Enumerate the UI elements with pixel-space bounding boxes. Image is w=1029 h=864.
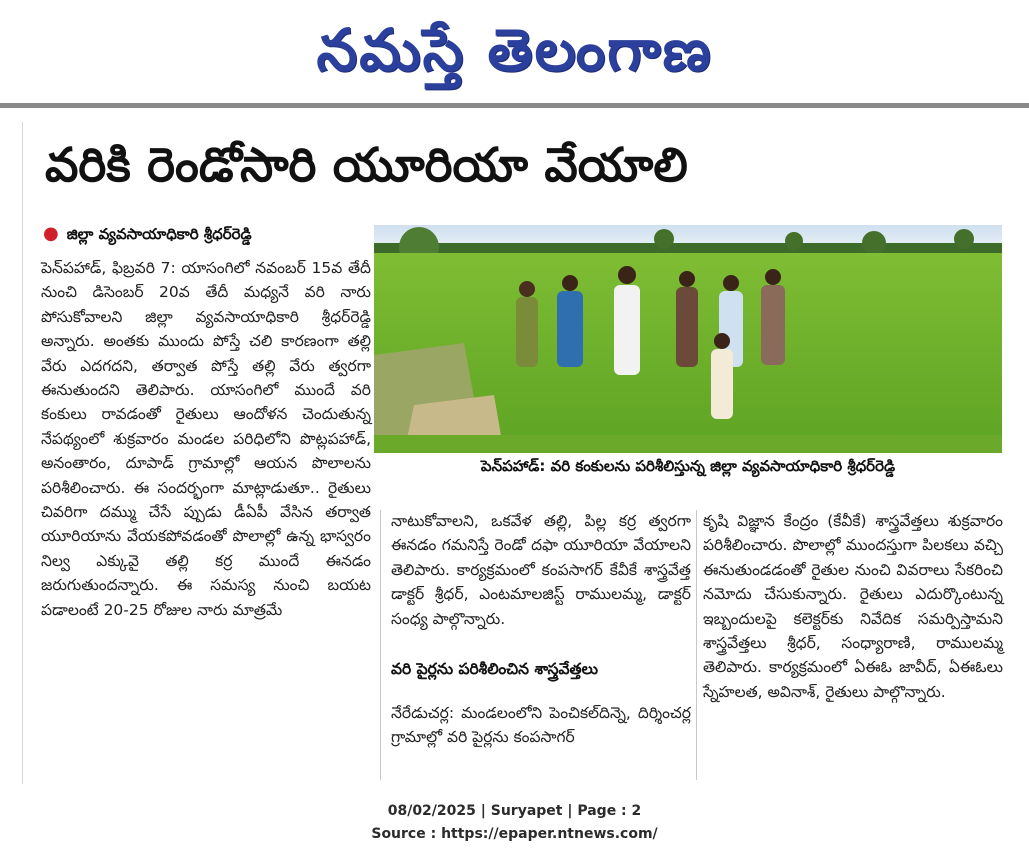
bullet-icon: ● (43, 223, 59, 244)
article-byline (43, 223, 363, 247)
article-column-2-continued: నేరేడుచర్ల: మండలంలోని పెంచికల్‌దిన్నె, దిర్శించర్ల గ్రామాల్లో వరి పైర్లను కంపసాగర్ (391, 704, 691, 747)
photo-caption: పెన్‌పహాడ్: వరి కంకులను పరిశీలిస్తున్న జిల్లా వ్యవసాయాధికారి శ్రీధర్‌రెడ్డి (480, 457, 896, 475)
masthead-rule (0, 103, 1029, 108)
byline-text: జిల్లా వ్యవసాయాధికారి శ్రీధర్‌రెడ్డి (66, 225, 252, 243)
article-column-1: పెన్‌పహాడ్, ఫిబ్రవరి 7: యాసంగిలో నవంబర్ 15వ తేదీ నుంచి డిసెంబర్ 20వ తేదీ మధ్యనే వరి నారు పోసుకోవాలని జిల్లా వ్యవసాయాధికారి శ్రీధర్‌రెడ్డి అన్నారు. అంతకు ముందు పోస్తే చలి కారణంగా తల్లి వేరు ఎదగదని, తర్వాత పోస్తే తల్లి వేరు త్వరగా ఈనుతుందని తెలిపారు. యాసంగిలో ముందే వరి కంకులు రావడంతో రైతులు ఆందోళన చెందుతున్న నేపథ్యంలో శుక్రవారం మండల పరిధిలోని పొట్లపహాడ్, అనంతారం, దూపాడ్ గ్రామాల్లో ఆయన పొలాలను పరిశీలించారు. ఈ సందర్భంగా మాట్లాడుతూ.. రైతులు చివరిగా దమ్ము చేసే ప్పుడు డీఏపీ వేసిన తర్వాత యూరియాను వేయకపోవడంతో పొలాల్లో ఉన్న భాస్వరం నిల్వ ఎక్కువై తల్లి కర్ర ముందే ఈనడం జరుగుతుందన్నారు. ఈ సమస్య నుంచి బయట పడాలంటే 20-25 రోజుల నారు మాత్రమే (41, 259, 371, 619)
article-column-3: కృషి విజ్ఞాన కేంద్రం (కేవీకే) శాస్త్రవేత్తలు శుక్రవారం పరిశీలించారు. పొలాల్లో ముందస్తుగా పిలకలు వచ్చి ఈనుతుండడంతో రైతుల నుంచి వివరాలు సేకరించి నమోదు చేసుకున్నారు. రైతులు ఎదుర్కొంటున్న ఇబ్బందులపై కలెక్టర్‌కు నివేదిక సమర్పిస్తామని శాస్త్రవేత్తలు శ్రీధర్, సంధ్యారాణి, రాములమ్మ తెలిపారు. కార్యక్రమంలో ఏఈఓ జావీద్, ఏఈఓలు స్నేహలత, అవినాశ్, రైతులు పాల్గొన్నారు. (703, 512, 1003, 701)
article-photo (374, 225, 1002, 453)
paddy-field-photo (374, 225, 1002, 453)
newspaper-logo: నమస్తే తెలంగాణ (316, 16, 713, 84)
masthead (0, 0, 1029, 100)
source-label: Source : (371, 826, 442, 842)
article-column-2: నాటుకోవాలని, ఒకవేళ తల్లి, పిల్ల కర్ర త్వరగా ఈనడం గమనిస్తే రెండో దఫా యూరియా వేయాలని తెలిపారు. కార్యక్రమంలో కంపసాగర్ కేవీకే శాస్త్రవేత్త డాక్టర్ శ్రీధర్, ఎంటమాలజిస్ట్ రాములమ్మ, డాక్టర్ సంధ్య పాల్గొన్నారు. (391, 512, 691, 628)
footer-date-edition: 08/02/2025 | Suryapet | Page : 2 (387, 803, 642, 819)
article-subheading: వరి పైర్లను పరిశీలించిన శాస్త్రవేత్తలు (391, 660, 598, 678)
page-footer (0, 800, 1029, 846)
source-link[interactable]: https://epaper.ntnews.com/ (441, 826, 658, 842)
footer-source (0, 823, 1029, 846)
article-clipping (22, 122, 1023, 784)
column-divider (696, 510, 697, 780)
column-divider (380, 510, 381, 780)
article-headline: వరికి రెండోసారి యూరియా వేయాలి (45, 138, 688, 193)
